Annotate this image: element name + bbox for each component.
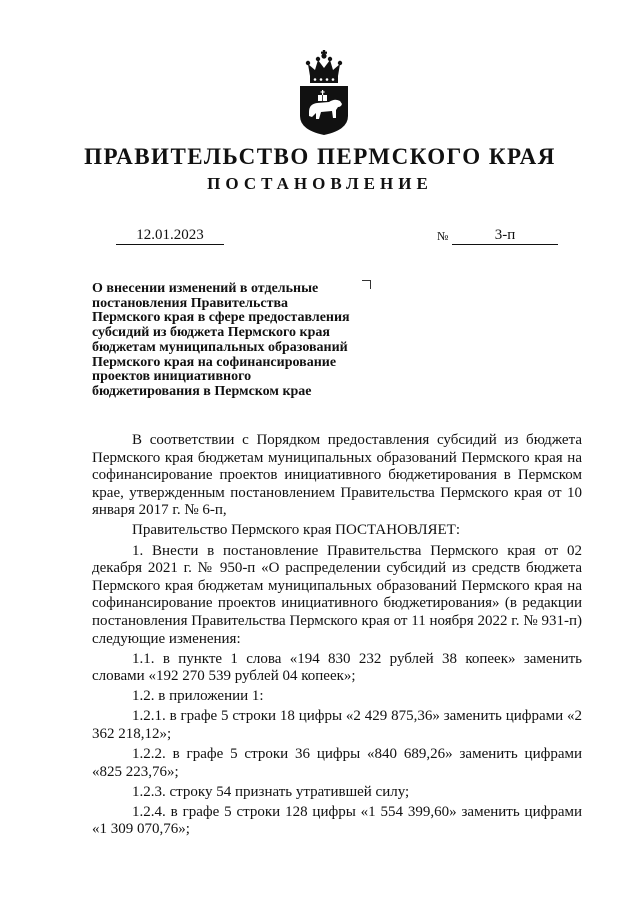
paragraph-resolves: Правительство Пермского края ПОСТАНОВЛЯЕТ: <box>132 522 461 539</box>
document-subject <box>92 282 382 400</box>
subject-line: проектов инициативного <box>92 369 252 385</box>
paragraph-item-1-2: 1.2. в приложении 1: <box>132 688 264 705</box>
paragraph-item-1-1: 1.1. в пункте 1 слова «194 830 232 рублей 38 копеек» заменить словами «192 270 539 рублей 04 копеек»; <box>92 650 582 685</box>
paragraph-item-1: 1. Внести в постановление Правительства Пермского края от 02 декабря 2021 г. № 950-п «О распределении субсидий из средств бюджета Пермского края бюджетам муниципальных образований Пермского края на софинансирование проектов инициативного бюджетирования» (в редакции постановления Правительства Пермского края от 11 ноября 2022 г. № 931-п) следующие изменения: <box>92 542 582 647</box>
paragraph-item-1-2-3: 1.2.3. строку 54 признать утратившей силу; <box>132 783 410 800</box>
perm-krai-coat-of-arms-icon <box>296 50 352 136</box>
subject-line: Пермского края в сфере предоставления <box>92 310 350 326</box>
document-date: 12.01.2023 <box>116 226 224 245</box>
subject-line: О внесении изменений в отдельные <box>92 281 319 296</box>
subject-line: субсидий из бюджета Пермского края <box>92 325 330 341</box>
document-number: 3-п <box>452 226 558 245</box>
paragraph-item-1-2-2: 1.2.2. в графе 5 строки 36 цифры «840 689,26» заменить цифрами «825 223,76»; <box>92 746 582 780</box>
document-body <box>92 432 582 842</box>
government-title: ПРАВИТЕЛЬСТВО ПЕРМСКОГО КРАЯ <box>84 144 556 169</box>
subject-line: бюджетам муниципальных образований <box>92 339 348 355</box>
subject-line: постановления Правительства <box>92 295 288 311</box>
subject-line: бюджетирования в Пермском крае <box>92 383 312 399</box>
paragraph-item-1-2-4: 1.2.4. в графе 5 строки 128 цифры «1 554 399,60» заменить цифрами «1 309 070,76»; <box>92 803 582 838</box>
subject-line: Пермского края на софинансирование <box>92 354 337 370</box>
document-type: ПОСТАНОВЛЕНИЕ <box>207 174 433 193</box>
paragraph-preamble: В соответствии с Порядком предоставления субсидий из бюджета Пермского края бюджетам муниципальных образований Пермского края на софинансирование проектов инициативного бюджетирования в Пермском крае, утвержденным постановлением Правительства Пермского края от 10 января 2017 г. № 6-п, <box>92 432 582 519</box>
paragraph-item-1-2-1: 1.2.1. в графе 5 строки 18 цифры «2 429 875,36» заменить цифрами «2 362 218,12»; <box>92 708 582 742</box>
number-label: № <box>437 229 449 243</box>
